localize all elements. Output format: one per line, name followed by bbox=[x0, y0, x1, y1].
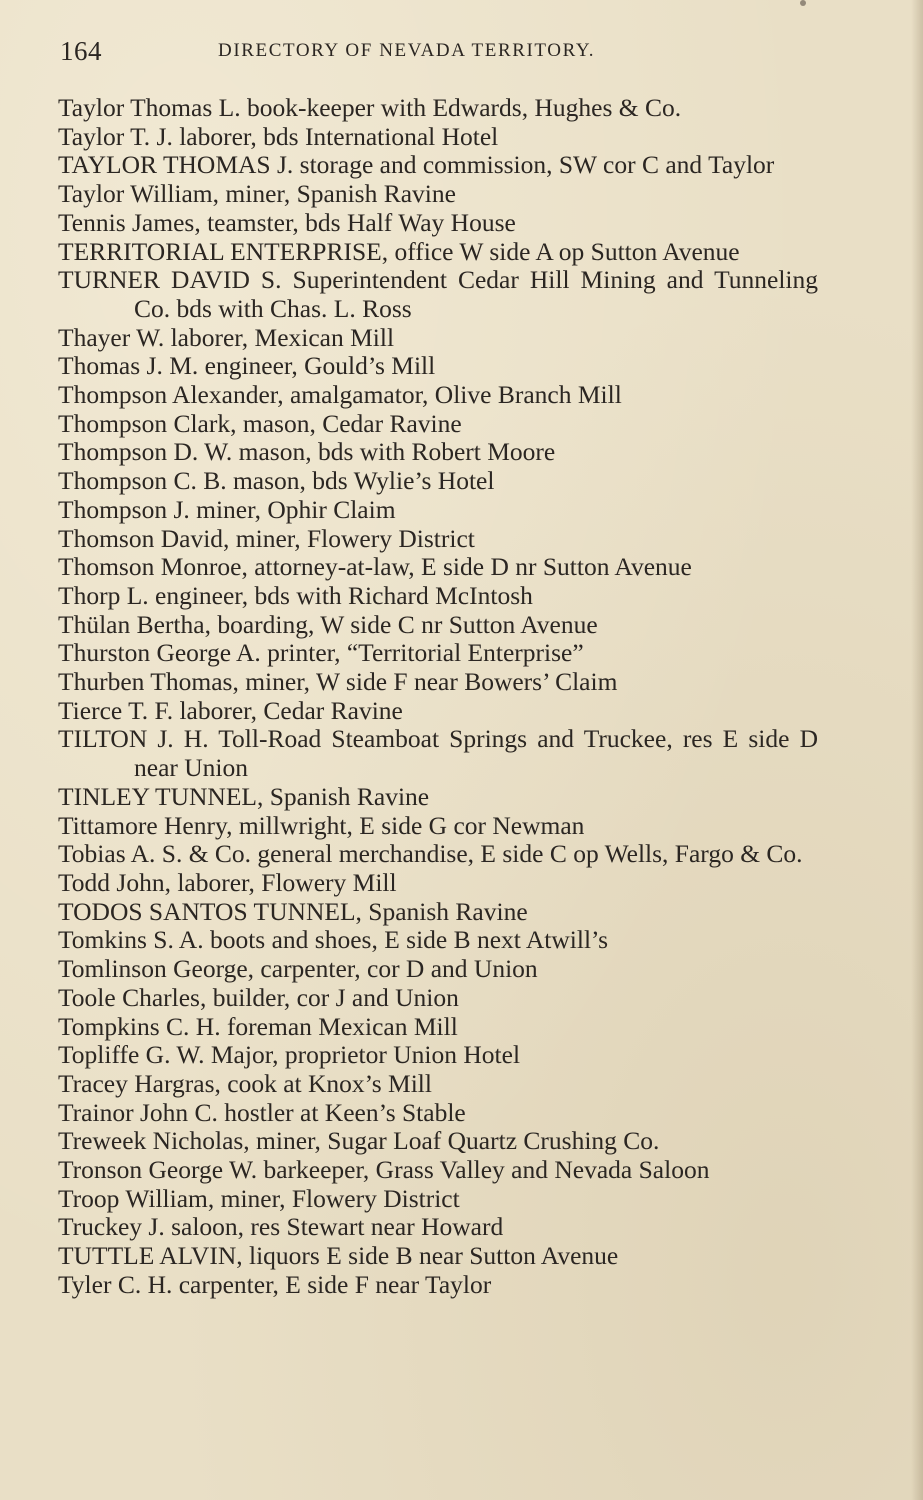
directory-entry: TAYLOR THOMAS J. storage and commission, SW cor C and Taylor bbox=[58, 150, 775, 180]
running-head: DIRECTORY OF NEVADA TERRITORY. bbox=[218, 40, 596, 61]
directory-entry: Tierce T. F. laborer, Cedar Ravine bbox=[58, 695, 403, 725]
directory-entry: Tomlinson George, carpenter, cor D and Union bbox=[58, 954, 538, 984]
directory-entry: TODOS SANTOS TUNNEL, Spanish Ravine bbox=[58, 896, 528, 926]
directory-entry: Thomas J. M. engineer, Gould’s Mill bbox=[58, 351, 436, 381]
directory-entry: Tronson George W. barkeeper, Grass Valley and Nevada Saloon bbox=[58, 1155, 710, 1185]
directory-entry: TINLEY TUNNEL, Spanish Ravine bbox=[58, 781, 430, 811]
directory-entry: Topliffe G. W. Major, proprietor Union Hotel bbox=[58, 1040, 521, 1070]
directory-entry: Thurben Thomas, miner, W side F near Bowers’ Claim bbox=[58, 667, 618, 697]
directory-entry: Tennis James, teamster, bds Half Way House bbox=[58, 207, 516, 237]
directory-entry: Thomson Monroe, attorney-at-law, E side D nr Sutton Avenue bbox=[58, 552, 692, 582]
directory-entry: Truckey J. saloon, res Stewart near Howard bbox=[58, 1212, 504, 1242]
directory-entry: TERRITORIAL ENTERPRISE, office W side A op Sutton Avenue bbox=[58, 236, 740, 266]
directory-entry: Tyler C. H. carpenter, E side F near Taylor bbox=[58, 1269, 492, 1299]
directory-entry: Thompson J. miner, Ophir Claim bbox=[58, 494, 396, 524]
page-number: 164 bbox=[60, 36, 102, 66]
directory-entry: Tompkins C. H. foreman Mexican Mill bbox=[58, 1011, 458, 1041]
page-edge-shadow bbox=[911, 0, 923, 1500]
directory-entry: TUTTLE ALVIN, liquors E side B near Sutton Avenue bbox=[58, 1241, 619, 1271]
directory-entry: Treweek Nicholas, miner, Sugar Loaf Quartz Crushing Co. bbox=[58, 1126, 660, 1156]
page-header bbox=[58, 36, 828, 68]
directory-entry: Tobias A. S. & Co. general merchandise, E side C op Wells, Fargo & Co. bbox=[58, 839, 803, 869]
directory-entries bbox=[58, 94, 818, 1300]
ink-spot bbox=[800, 0, 806, 6]
directory-entry: Taylor William, miner, Spanish Ravine bbox=[58, 179, 456, 209]
directory-entry: Thompson Alexander, amalgamator, Olive Branch Mill bbox=[58, 380, 622, 410]
directory-entry: Todd John, laborer, Flowery Mill bbox=[58, 867, 397, 897]
directory-entry: Troop William, miner, Flowery District bbox=[58, 1183, 460, 1213]
directory-entry: Thayer W. laborer, Mexican Mill bbox=[58, 322, 395, 352]
directory-entry: Taylor Thomas L. book-keeper with Edwards, Hughes & Co. bbox=[58, 93, 682, 122]
directory-entry: Thompson Clark, mason, Cedar Ravine bbox=[58, 408, 462, 438]
directory-entry: Taylor T. J. laborer, bds International Hotel bbox=[58, 121, 499, 151]
directory-entry: Thompson C. B. mason, bds Wylie’s Hotel bbox=[58, 466, 495, 496]
directory-entry: Trainor John C. hostler at Keen’s Stable bbox=[58, 1097, 466, 1127]
directory-entry: Thurston George A. printer, “Territorial Enterprise” bbox=[58, 638, 584, 668]
directory-entry: Thompson D. W. mason, bds with Robert Moore bbox=[58, 437, 556, 467]
directory-entry: Thülan Bertha, boarding, W side C nr Sutton Avenue bbox=[58, 609, 598, 639]
directory-entry: Tittamore Henry, millwright, E side G cor Newman bbox=[58, 810, 585, 840]
directory-entry: Thorp L. engineer, bds with Richard McIntosh bbox=[58, 580, 533, 610]
directory-entry: Tomkins S. A. boots and shoes, E side B next Atwill’s bbox=[58, 925, 609, 955]
directory-entry: Thomson David, miner, Flowery District bbox=[58, 523, 475, 553]
directory-entry: Toole Charles, builder, cor J and Union bbox=[58, 982, 459, 1012]
directory-entry: TILTON J. H. Toll-Road Steamboat Springs and Truckee, res E side D near Union bbox=[58, 724, 818, 783]
directory-entry: TURNER DAVID S. Superintendent Cedar Hill Mining and Tunneling Co. bds with Chas. L. Ross bbox=[58, 265, 818, 323]
directory-entry: Tracey Hargras, cook at Knox’s Mill bbox=[58, 1068, 432, 1098]
